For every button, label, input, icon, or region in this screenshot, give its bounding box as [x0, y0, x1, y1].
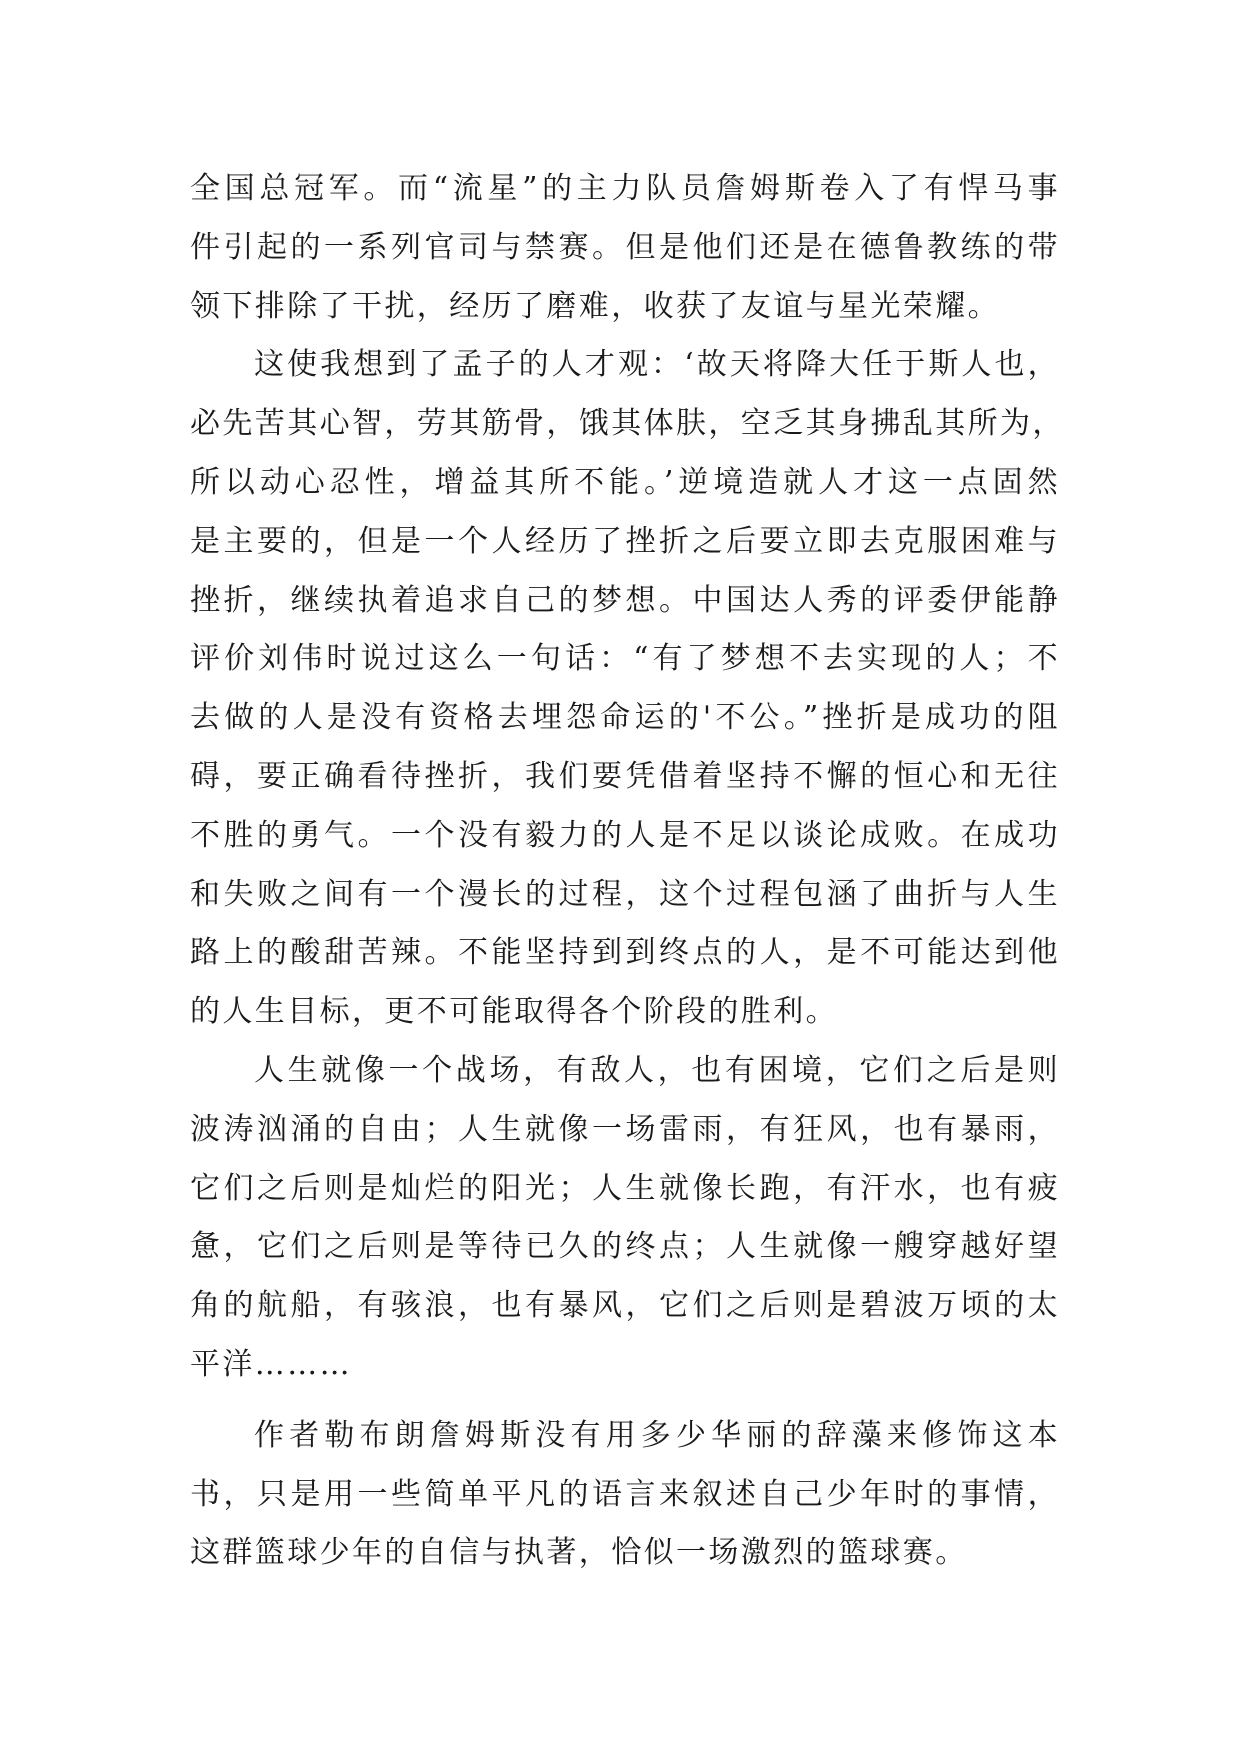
paragraph [190, 160, 1060, 336]
text-line: 必先苦其心智，劳其筋骨，饿其体肤，空乏其身拂乱其所为， [190, 406, 1065, 442]
text-line: 人生就像一个战场，有敌人，也有困境，它们之后是则 [254, 1052, 1060, 1088]
text-line: 波涛汹涌的自由；人生就像一场雷雨，有狂风，也有暴雨， [190, 1111, 1060, 1147]
text-line: 路上的酸甜苦辣。不能坚持到到终点的人，是不可能达到他 [190, 935, 1060, 971]
text-line: 平洋……… [190, 1346, 352, 1382]
text-line: 作者勒布朗詹姆斯没有用多少华丽的辞藻来修饰这本 [254, 1417, 1060, 1453]
paragraph [190, 1042, 1060, 1395]
text-line: 角的航船，有骇浪，也有暴风，它们之后则是碧波万顷的太 [190, 1288, 1060, 1324]
text-line: 的人生目标，更不可能取得各个阶段的胜利。 [190, 994, 838, 1030]
text-line: 这群篮球少年的自信与执著，恰似一场激烈的篮球赛。 [190, 1535, 968, 1571]
text-line: 领下排除了干扰，经历了磨难，收获了友谊与星光荣耀。 [190, 288, 1000, 324]
text-line: 去做的人是没有资格去埋怨命运的'不公。”挫折是成功的阻 [190, 700, 1060, 736]
paragraph [190, 1407, 1060, 1583]
text-line: 是主要的，但是一个人经历了挫折之后要立即去克服困难与 [190, 523, 1060, 559]
text-line: 碍，要正确看待挫折，我们要凭借着坚持不懈的恒心和无往 [190, 758, 1060, 794]
text-line: 评价刘伟时说过这么一句话：“有了梦想不去实现的人；不 [190, 641, 1060, 677]
text-line: 书，只是用一些简单平凡的语言来叙述自己少年时的事情， [190, 1476, 1060, 1512]
text-line: 不胜的勇气。一个没有毅力的人是不足以谈论成败。在成功 [190, 817, 1060, 853]
text-line: 件引起的一系列官司与禁赛。但是他们还是在德鲁教练的带 [190, 229, 1060, 265]
body-text [190, 160, 1065, 1583]
text-line: 挫折，继续执着追求自己的梦想。中国达人秀的评委伊能静 [190, 582, 1060, 618]
text-line: 这使我想到了孟子的人才观：‘故天将降大任于斯人也， [254, 347, 1060, 383]
text-line: 它们之后则是灿烂的阳光；人生就像长跑，有汗水，也有疲 [190, 1170, 1060, 1206]
text-line: 和失败之间有一个漫长的过程，这个过程包涵了曲折与人生 [190, 876, 1060, 912]
text-line: 全国总冠军。而“流星”的主力队员詹姆斯卷入了有悍马事 [190, 171, 1060, 206]
paragraph [190, 336, 1065, 1042]
text-line: 惫，它们之后则是等待已久的终点；人生就像一艘穿越好望 [190, 1229, 1060, 1265]
paragraph-gap [190, 1395, 1060, 1407]
text-line: 所以动心忍性，增益其所不能。’逆境造就人才这一点固然 [190, 464, 1060, 500]
